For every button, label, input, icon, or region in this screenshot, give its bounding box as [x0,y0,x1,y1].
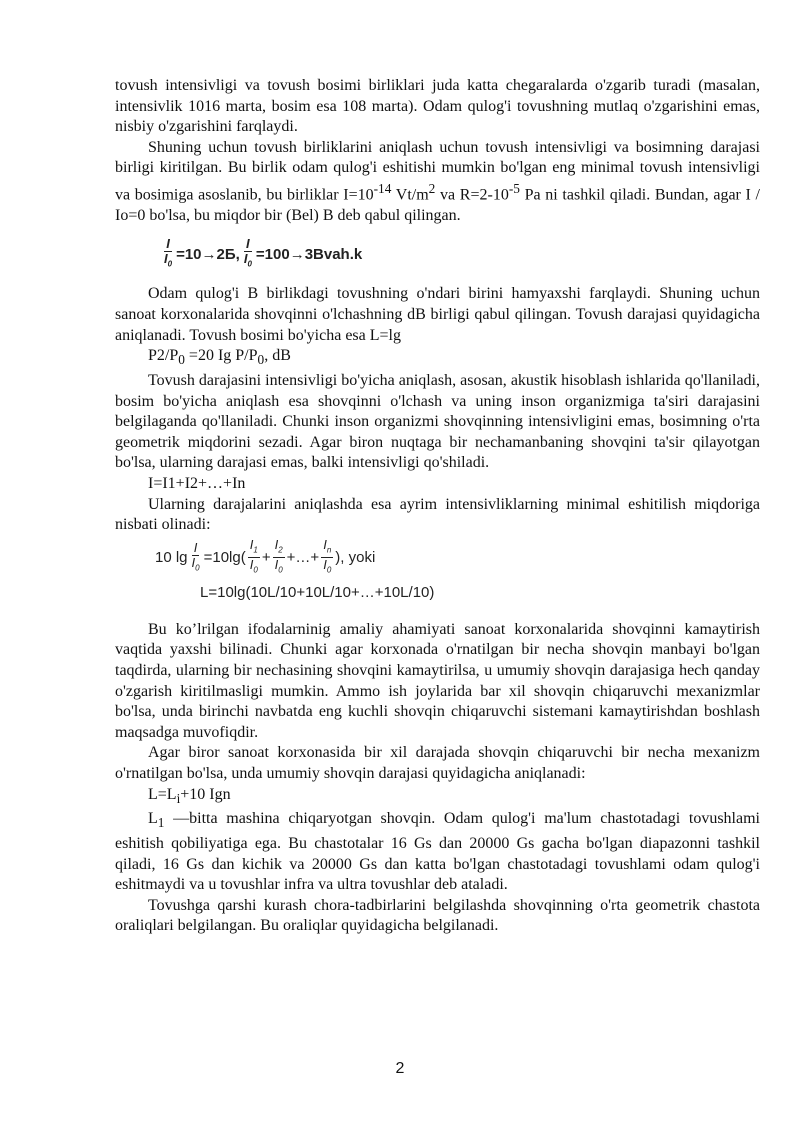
paragraph-same-level: Agar biror sanoat korxonasida bir xil darajada shovqin chiqaruvchi bir necha mexanizm o'rnatilgan bo'lsa, unda umumiy shovqin darajasi quyidagicha aniqlanadi: [115,744,760,782]
formula-log-sum: 10 lg $\frac{I}{I_0}$ =10lg( $\frac{I_1}{I_0}$ + $\frac{I_2}{I_0}$ +…+ $\frac{I_n}{I_0}$ ), yoki [155,536,376,575]
formula-intensity-sum: I=I1+I2+…+In [148,475,246,493]
formula-bel: $\frac{I}{I_0}$ =10→2Б, $\frac{I}{I_0}$ =100→3Bvah.k [164,236,363,269]
paragraph-intensity: Tovush darajasini intensivligi bo'yicha aniqlash, asosan, akustik hisoblash ishlarida qo'llaniladi, bosim bo'yicha aniqlash esa shovqinni o'lchash va uning inson organizmiga ta'siri darajasini belgilaganda qo'llaniladi. Chunki inson organizmi shovqinning intensivligini emas, bosimning o'rta geometrik miqdorini sezadi. Agar biron nuqtaga bir nechamanbaning shovqini ta'sir qilayotgan bo'lsa, ularning darajasi emas, balki intensivligi qo'shiladi. [115,372,760,472]
paragraph-measures: Tovushga qarshi kurash chora-tadbirlarini belgilashda shovqinning o'rta geometrik chastota oraliqlari belgilangan. Bu oraliqlar quyidagicha belgilanadi. [115,896,760,935]
paragraph-intro: tovush intensivligi va tovush bosimi birliklari juda katta chegaralarda o'zgarib turadi (masalan, intensivlik 1016 marta, bosim esa 108 marta). Odam qulog'i tovushning mutlaq o'zgarishini emas, nisbiy o'zgarishini farqlaydi. [115,77,760,136]
document-page [115,76,760,937]
paragraph-levels: Ularning darajalarini aniqlashda esa ayrim intensivliklarning minimal eshitilish miqdoriga nisbati olinadi: [115,495,760,534]
formula-pressure-level: $P2/P_0 =20$ Ig $P/P_0$, dB [148,347,291,368]
page-number: 2 [395,1060,405,1077]
paragraph-practical: Bu ko’lrilgan ifodalarninig amaliy ahamiyati sanoat korxonalarida shovqinni kamaytirish vaqtida yaxshi bilinadi. Chunki agar korxonada o'rnatilgan bir necha shovqin manbayi bo'lgan taqdirda, ularning bir nechasining shovqini kamaytirilsa, u umumiy shovqin darajasiga hech qanday o'zgarish kiritilmasligi mumkin. Ammo ish joylarida bar xil shovqin chiqaruvchi mexanizmlar bo'lsa, unda birinchi navbatda eng kuchli shovqin chiqaruvchi sistemani kamaytirishdan boshlash maqsadga muvofiqdir. [115,620,760,741]
formula-total-level: $L=L_i+10$ Ign [148,785,231,806]
formula-level-sum: L=10lg(10L/10+10L/10+…+10L/10) [200,584,435,602]
paragraph-db: Odam qulog'i B birlikdagi tovushning o'ndari birini hamyaxshi farqlaydi. Shuning uchun sanoat korxonalarida shovqinni o'lchashning dB birligi qabul qilingan. Tovush darajasi quyidagicha aniqlanadi. Tovush bosimi bo'yicha esa L=lg [115,285,760,344]
paragraph-frequency: $L_1$ —bitta mashina chiqaryotgan shovqin. Odam qulog'i ma'lum chastotadagi tovushlami eshitish qobiliyatiga ega. Bu chastotalar 16 Gs dan 20000 Gs gacha bo'lgan diapazonni tashkil qiladi, 16 Gs dan kichik va 20000 Gs dan katta bo'lgan chastotadagi tovushlami odam qulog'i eshitmaydi va u tovushlar infra va ultra tovushlar deb ataladi. [115,810,760,894]
paragraph-units: Shuning uchun tovush birliklarini aniqlash uchun tovush intensivligi va bosimning darajasi birligi kiritilgan. Bu birlik odam qulog'i eshitishi mumkin bo'lgan eng minimal tovush intensivligi va bosimiga asoslanib, bu birliklar $I=10^{-14}$ $Vt/m^2$ va $R=2-10^{-5}$ Pa ni tashkil qiladi. Bundan, agar I / Io=0 bo'lsa, bu miqdor bir (Bel) B deb qabul qilingan. [115,138,760,224]
